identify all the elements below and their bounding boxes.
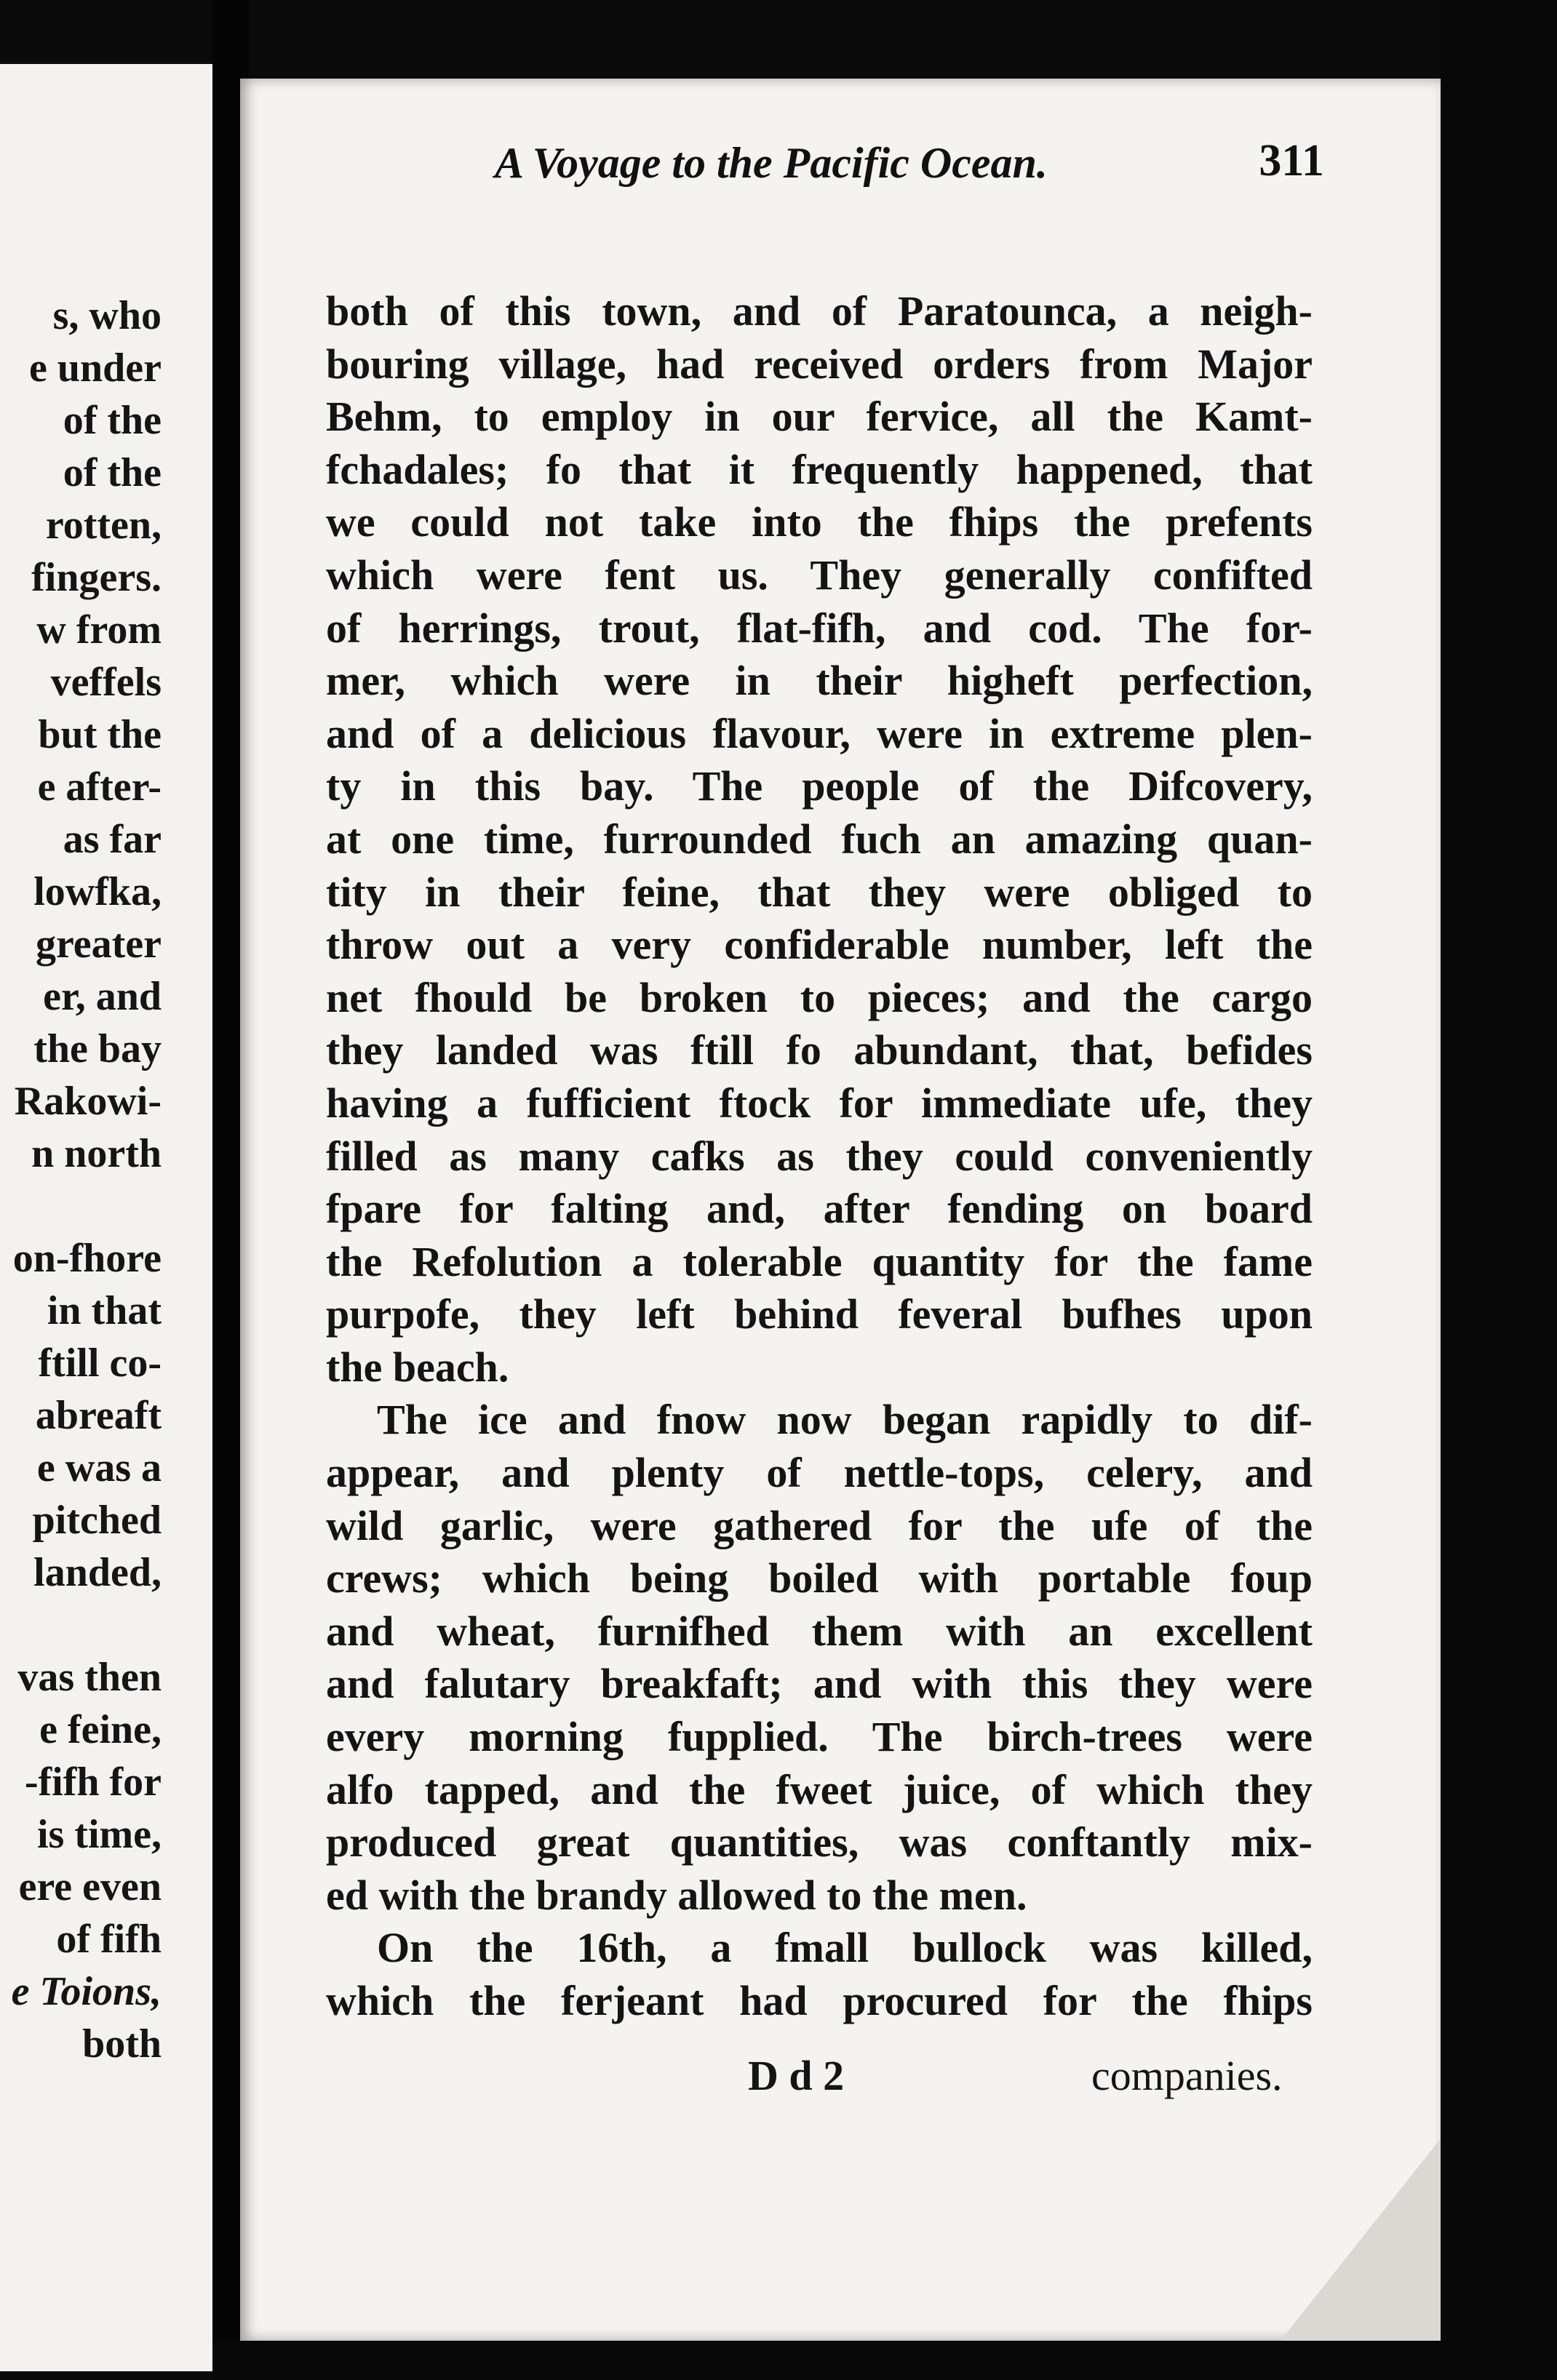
page-header	[255, 124, 1324, 204]
text-line: and of a delicious flavour, were in extreme plen-	[326, 709, 1313, 757]
text-line: alfo tapped, and the fweet juice, of which they	[326, 1765, 1313, 1813]
scan-border-right	[1441, 0, 1557, 2380]
text-line: ty in this bay. The people of the Difcovery,	[326, 762, 1313, 810]
text-line: throw out a very confiderable number, left the	[326, 921, 1313, 969]
running-head: A Voyage to the Pacific Ocean.	[495, 139, 1048, 187]
text-line: is time,	[36, 1812, 162, 1857]
text-line: e Toions,	[11, 1969, 162, 2014]
text-line: and wheat, furnifhed them with an excellent	[326, 1607, 1313, 1655]
text-line: crews; which being boiled with portable foup	[326, 1554, 1313, 1602]
text-line: landed,	[33, 1550, 162, 1595]
text-line: rotten,	[45, 503, 162, 548]
text-line: appear, and plenty of nettle-tops, celery, and	[326, 1449, 1313, 1497]
page-number: 311	[1259, 136, 1324, 185]
text-line: tity in their feine, that they were obliged to	[326, 868, 1313, 916]
text-line: ed with the brandy allowed to the men.	[326, 1871, 1027, 1919]
text-line: veffels	[50, 660, 162, 705]
text-line: Rakowi-	[14, 1079, 162, 1124]
text-line: produced great quantities, was conftantly mix-	[326, 1818, 1313, 1866]
catchword: companies.	[1091, 2052, 1283, 2099]
text-line: at one time, furrounded fuch an amazing quan-	[326, 815, 1313, 863]
text-line: vas then	[17, 1655, 162, 1700]
text-line: of herrings, trout, flat-fifh, and cod. The for-	[326, 604, 1313, 652]
text-line: ftill co-	[38, 1341, 162, 1386]
text-line: e feine,	[39, 1707, 162, 1752]
text-line: both of this town, and of Paratounca, a neigh-	[326, 287, 1313, 335]
text-line: on-fhore	[12, 1236, 162, 1281]
scan-border-bottom	[212, 2341, 1441, 2380]
text-line: both	[82, 2021, 162, 2066]
text-line: as far	[63, 817, 162, 862]
page-corner-fold	[1281, 2139, 1441, 2341]
text-line: The ice and fnow now began rapidly to dif-	[377, 1396, 1313, 1444]
text-line-blank	[0, 1599, 162, 1651]
text-line: of the	[63, 398, 162, 443]
text-line: e was a	[36, 1445, 162, 1490]
previous-page-text	[0, 289, 162, 2070]
text-line: having a fufficient ftock for immediate ufe, they	[326, 1079, 1313, 1127]
text-line: ere even	[18, 1864, 162, 1909]
previous-page-fragment	[0, 64, 212, 2371]
text-line: the bay	[33, 1026, 162, 1071]
text-line: of fifh	[56, 1917, 162, 1962]
signature-mark: D d 2	[748, 2052, 845, 2099]
text-line: net fhould be broken to pieces; and the cargo	[326, 973, 1313, 1021]
text-line: every morning fupplied. The birch-trees were	[326, 1713, 1313, 1761]
text-line: er, and	[43, 974, 162, 1019]
text-line: greater	[35, 922, 162, 967]
text-line: which the ferjeant had procured for the fhips	[326, 1977, 1313, 2024]
text-line: abreaft	[35, 1393, 162, 1438]
text-line: s, who	[52, 293, 162, 338]
page-footer	[326, 2051, 1313, 2109]
text-line: w from	[36, 607, 162, 652]
text-line: filled as many cafks as they could conveniently	[326, 1132, 1313, 1180]
text-line: the beach.	[326, 1343, 509, 1391]
text-line: lowfka,	[33, 869, 162, 914]
text-line: and falutary breakfaft; and with this they were	[326, 1660, 1313, 1708]
text-line: n north	[31, 1131, 162, 1176]
text-line: but the	[38, 712, 162, 757]
text-line: of the	[63, 450, 162, 495]
text-line: mer, which were in their higheft perfection,	[326, 657, 1313, 705]
text-line-blank	[0, 1180, 162, 1232]
text-line: -fifh for	[24, 1760, 162, 1805]
text-line: in that	[47, 1288, 162, 1333]
text-line: Behm, to employ in our fervice, all the Kamt-	[326, 393, 1313, 441]
text-line: pitched	[32, 1498, 162, 1543]
text-line: fpare for falting and, after fending on board	[326, 1185, 1313, 1233]
text-line: the Refolution a tolerable quantity for the fame	[326, 1237, 1313, 1285]
text-line: On the 16th, a fmall bullock was killed,	[377, 1924, 1313, 1972]
body-text	[326, 285, 1313, 2028]
text-line: fchadales; fo that it frequently happened, that	[326, 445, 1313, 493]
text-line: e after-	[37, 764, 162, 810]
text-line: bouring village, had received orders from Major	[326, 340, 1313, 388]
text-line: fingers.	[31, 555, 162, 600]
text-line: which were fent us. They generally confifted	[326, 551, 1313, 599]
text-line: e under	[29, 346, 162, 391]
text-line: purpofe, they left behind feveral bufhes upon	[326, 1290, 1313, 1338]
text-line: we could not take into the fhips the prefents	[326, 498, 1313, 546]
text-line: they landed was ftill fo abundant, that, befides	[326, 1026, 1313, 1074]
text-line: wild garlic, were gathered for the ufe of the	[326, 1501, 1313, 1549]
